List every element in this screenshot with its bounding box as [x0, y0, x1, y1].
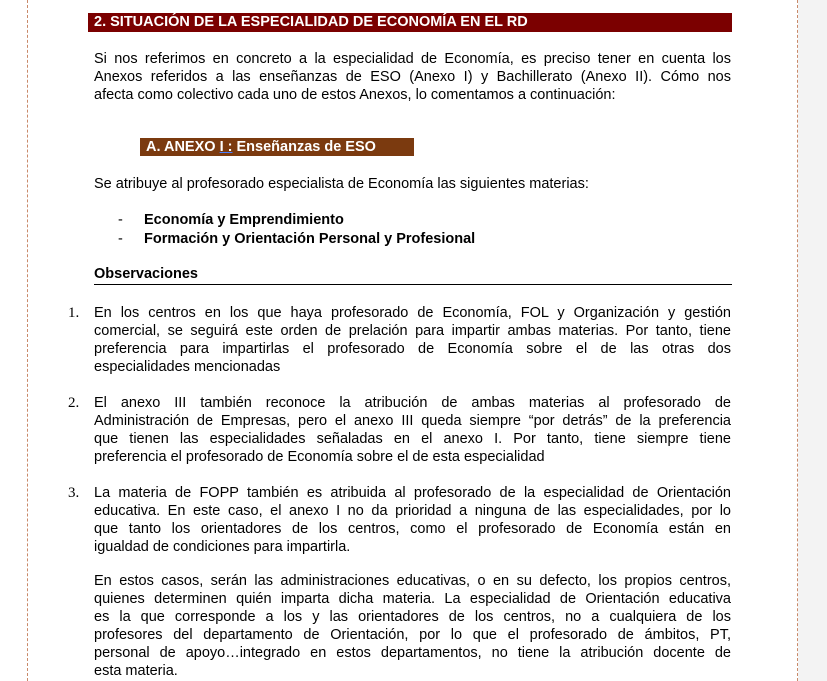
attribution-line: Se atribuye al profesorado especialista de Economía las siguientes materias: [94, 176, 589, 192]
observation-number: 3. [68, 485, 80, 501]
intro-line: afecta como colectivo cada uno de estos Anexos, lo comentamos a continuación: [94, 87, 616, 103]
subheading-prefix: A. ANEXO [146, 139, 220, 155]
closing-paragraph [94, 572, 731, 680]
subject-bullet: - [118, 231, 123, 247]
observation-line: especialidades mencionadas [94, 359, 281, 375]
intro-line: Anexos referidos a las enseñanzas de ESO (Anexo I) y Bachillerato (Anexo II). Cómo nos [94, 69, 731, 85]
observation-line: comercial, se seguirá este orden de prelación para impartir ambas materias. Por tanto, tiene [94, 323, 731, 339]
subheading-link[interactable]: I : [219, 139, 233, 155]
closing-line: es la que corresponde a los y las orientadores de los centros, no a cualquiera de los [94, 609, 731, 625]
observation-line: igualdad de condiciones para impartirla. [94, 539, 351, 555]
observation-line: preferencia para impartirlas el profesorado de Economía sobre el de las otras dos [94, 341, 731, 357]
observation-line: Administración de Empresas, pero el anexo III queda siempre “por detrás” de la preferencia [94, 413, 731, 429]
observation-item [94, 484, 731, 556]
subheading-suffix: Enseñanzas de ESO [232, 139, 376, 155]
observation-line: En los centros en los que haya profesorado de Economía, FOL y Organización y gestión [94, 305, 731, 321]
observation-line: educativa. En este caso, el anexo I no da prioridad a ninguna de las especialidades, por lo [94, 503, 731, 519]
subject-bullet: - [118, 212, 123, 228]
attribution-paragraph [94, 175, 731, 193]
subject-item: Economía y Emprendimiento [144, 212, 344, 228]
observation-item [94, 394, 731, 466]
closing-line: profesores del departamento de Orientación, por lo que el profesorado de ámbitos, PT, [94, 627, 731, 643]
section-heading: 2. SITUACIÓN DE LA ESPECIALIDAD DE ECONOMÍA EN EL RD [88, 13, 732, 32]
right-margin-guide [797, 0, 798, 681]
observation-number: 2. [68, 395, 80, 411]
closing-line: personal de apoyo…integrado en estos departamentos, no tiene la atribución docente de [94, 645, 731, 661]
left-margin-guide [27, 0, 28, 681]
intro-paragraph [94, 50, 731, 104]
closing-line: esta materia. [94, 663, 178, 679]
observation-line: que tanto los orientadores de los centros, como el profesorado de Economía están en [94, 521, 731, 537]
observation-line: que tienen las especialidades señaladas en el anexo I. Por tanto, tiene siempre tiene [94, 431, 731, 447]
subheading-anexo-i [140, 138, 414, 156]
observations-title: Observaciones [94, 265, 732, 285]
observation-item [94, 304, 731, 376]
observation-line: El anexo III también reconoce la atribución de ambas materias al profesorado de [94, 395, 731, 411]
subject-item: Formación y Orientación Personal y Profesional [144, 231, 476, 247]
observation-line: preferencia el profesorado de Economía sobre el de esta especialidad [94, 449, 545, 465]
closing-line: quienes determinen quién imparta dicha materia. La especialidad de Orientación educativa [94, 591, 731, 607]
observation-line: La materia de FOPP también es atribuida al profesorado de la especialidad de Orientación [94, 485, 731, 501]
closing-line: En estos casos, serán las administraciones educativas, o en su defecto, los propios centros, [94, 573, 731, 589]
observation-number: 1. [68, 305, 80, 321]
intro-line: Si nos referimos en concreto a la especialidad de Economía, es preciso tener en cuenta los [94, 51, 731, 67]
right-gutter [798, 0, 827, 681]
